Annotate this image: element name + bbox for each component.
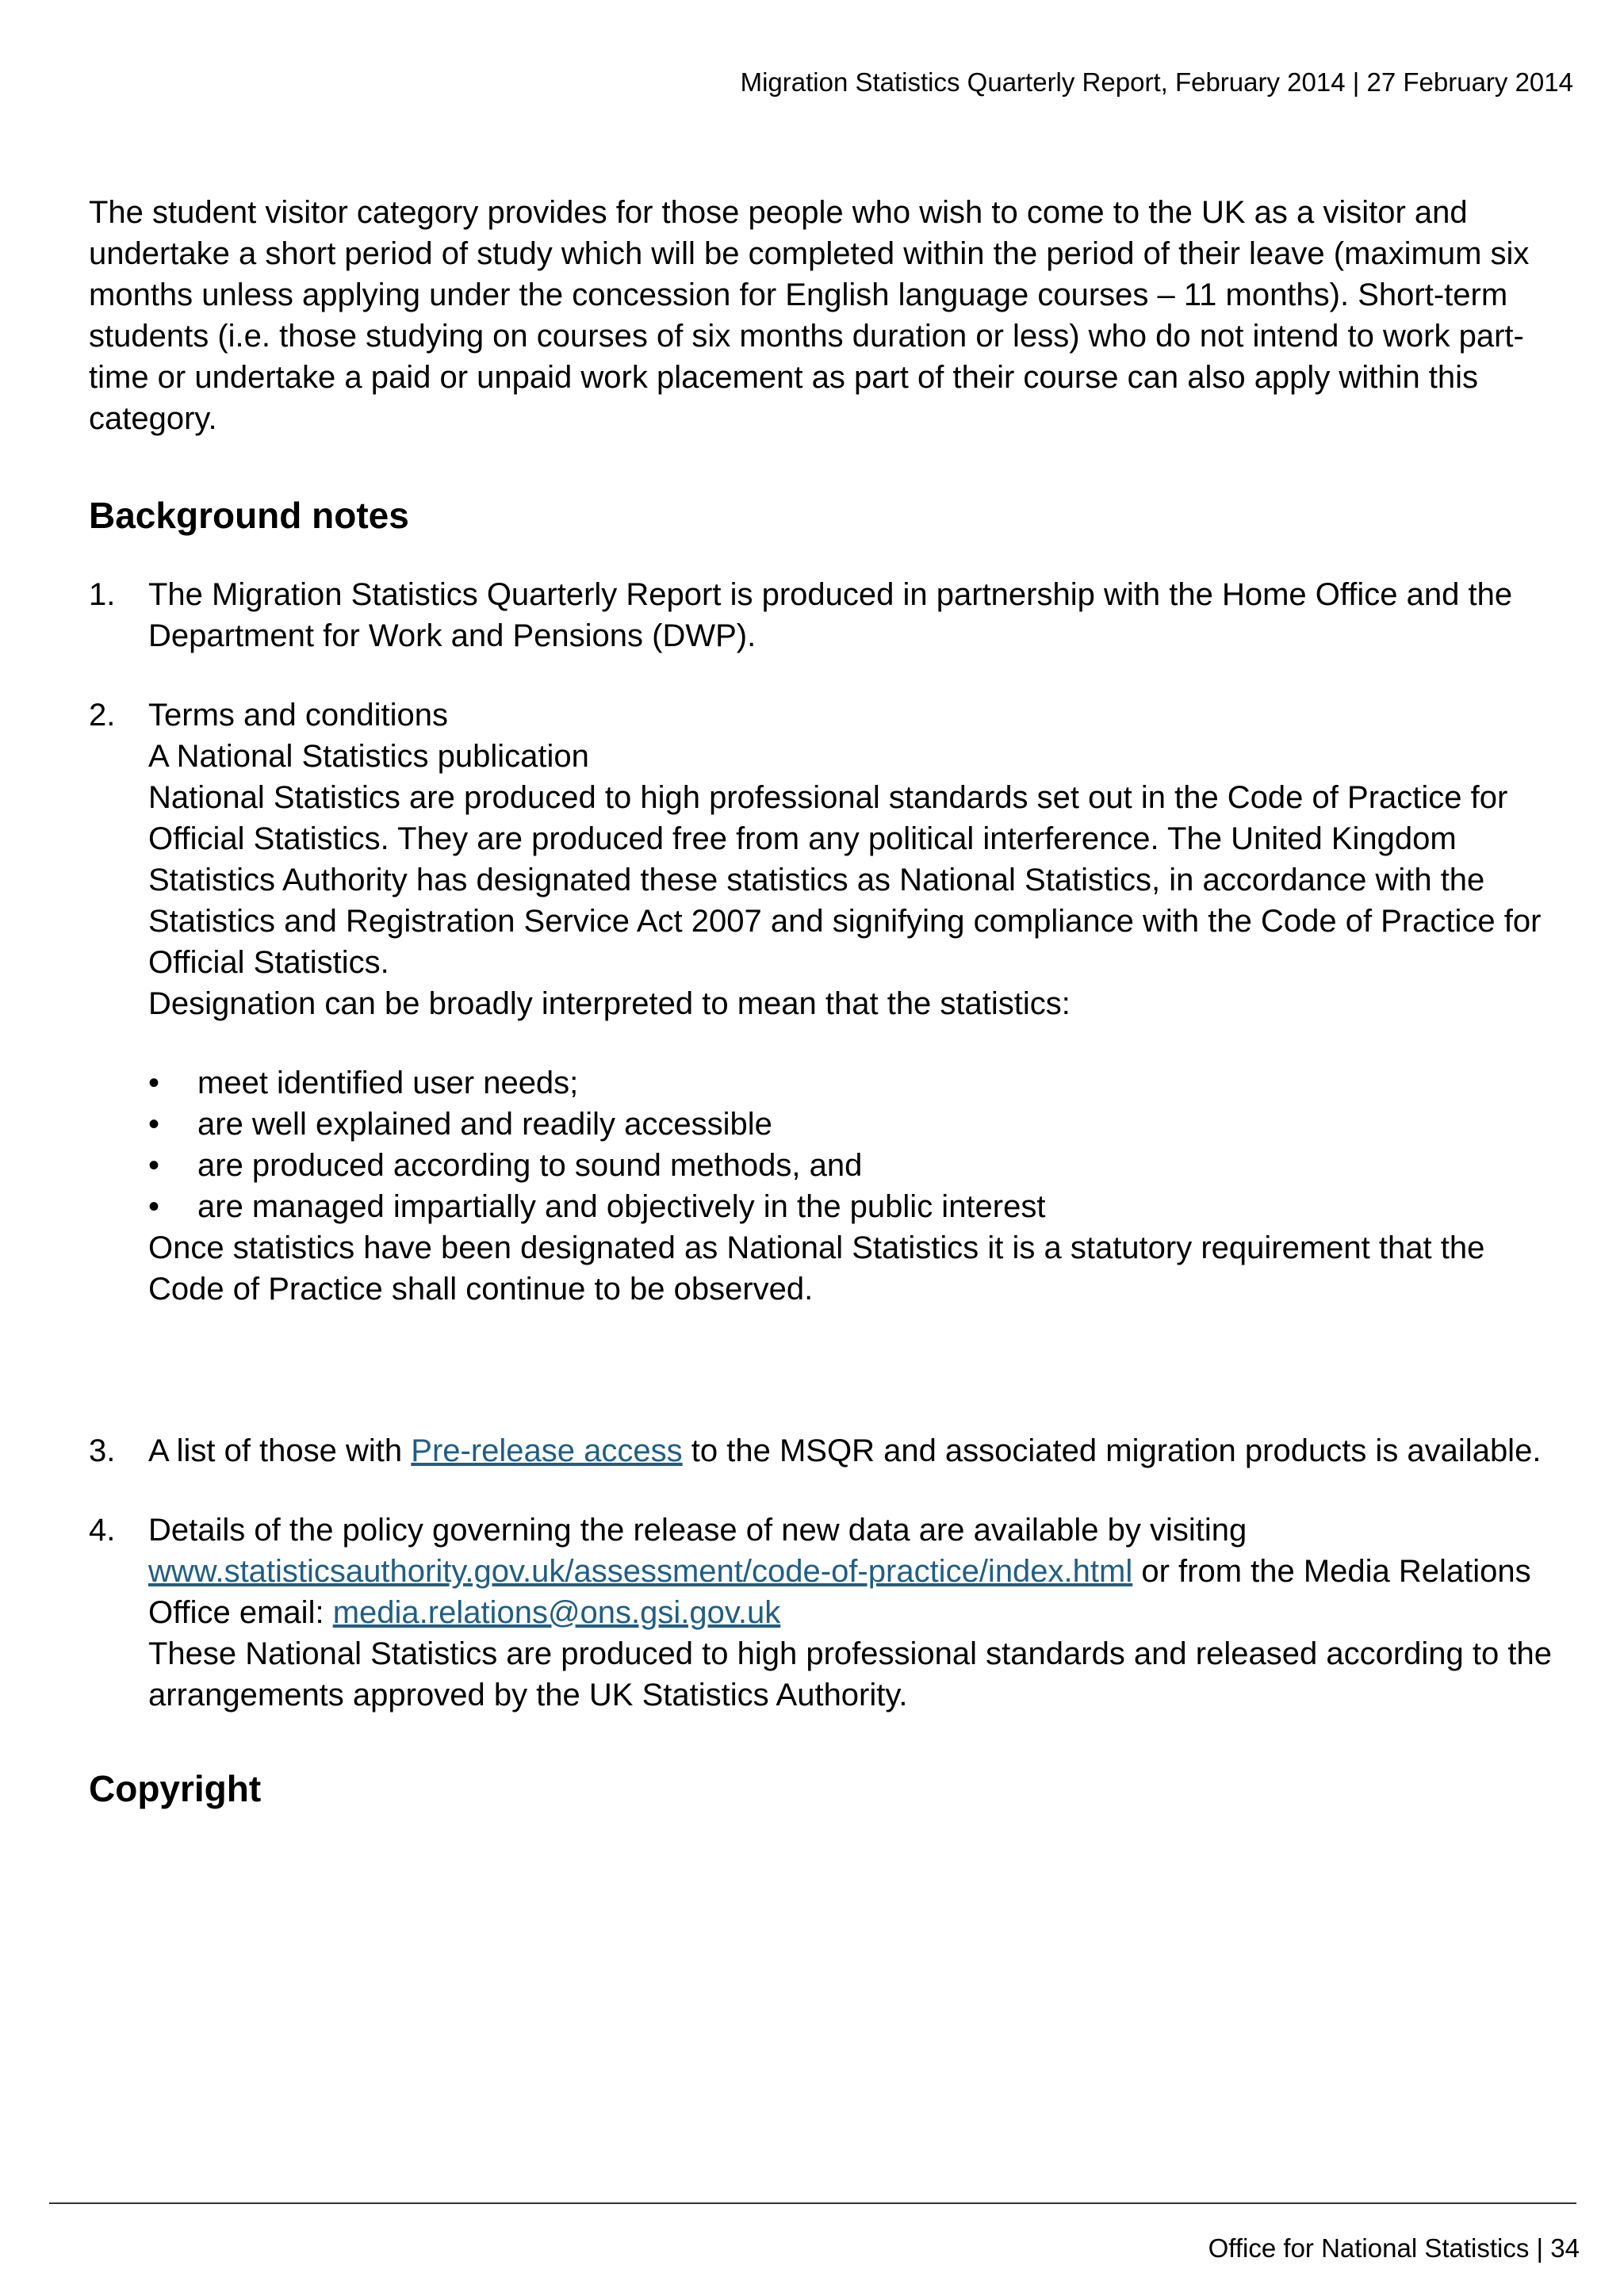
intro-paragraph: The student visitor category provides for those people who wish to come to the UK as a visitor and undertake a short period of study which will be completed within the period of their leave (maximum six months unless applying under the concession for English language courses – 11 months). Short-term students (i.e. those studying on courses of six months duration or less) who do not intend to work part-time or undertake a paid or unpaid work placement as part of their course can also apply within this category.	[89, 195, 1530, 436]
note-paragraph: National Statistics are produced to high professional standards set out in the Code of Practice for Official Statistics. They are produced free from any political interference. The United Kingdom Statistics Authority has designated these statistics as National Statistics, in accordance with the Statistics and Registration Service Act 2007 and signifying compliance with the Code of Practice for Official Statistics.	[148, 780, 1542, 980]
page-number: 34	[1550, 2233, 1580, 2263]
bullet-text: are produced according to sound methods, and	[197, 1148, 863, 1183]
bullet-icon: •	[148, 1107, 160, 1142]
bullet-text: meet identified user needs;	[197, 1066, 579, 1100]
pre-release-access-link[interactable]: Pre-release access	[411, 1433, 683, 1468]
footer-separator: |	[1529, 2233, 1551, 2263]
note-title: Terms and conditions	[148, 698, 448, 733]
note-text	[148, 1430, 1554, 1471]
copyright-heading: Copyright	[89, 1768, 262, 1809]
footer-organisation: Office for National Statistics	[1208, 2233, 1530, 2263]
note-paragraph: Once statistics have been designated as National Statistics it is a statutory requirement that the Code of Practice shall continue to be observed.	[148, 1230, 1485, 1307]
list-item	[148, 1145, 1554, 1186]
note-4	[89, 1510, 1554, 1716]
note-number: 3.	[89, 1433, 116, 1468]
list-item	[148, 1104, 1554, 1145]
media-relations-email-link[interactable]: media.relations@ons.gsi.gov.uk	[332, 1595, 781, 1630]
bullet-icon: •	[148, 1066, 160, 1100]
note-text	[148, 1510, 1554, 1633]
page-content	[89, 192, 1554, 1812]
note-1	[89, 574, 1554, 656]
note-number: 1.	[89, 577, 116, 612]
footer-divider	[49, 2202, 1576, 2204]
running-header: Migration Statistics Quarterly Report, February 2014 | 27 February 2014	[740, 67, 1573, 97]
note-text-before: Details of the policy governing the release of new data are available by visiting	[148, 1513, 1247, 1548]
designation-intro: Designation can be broadly interpreted to mean that the statistics:	[148, 986, 1071, 1021]
background-notes-list	[89, 574, 1554, 1716]
page-footer	[1208, 2231, 1580, 2266]
note-text-before: A list of those with	[148, 1433, 412, 1468]
note-number: 4.	[89, 1513, 116, 1548]
note-paragraph: These National Statistics are produced to high professional standards and released according to the arrangements approved by the UK Statistics Authority.	[148, 1636, 1552, 1712]
note-text: The Migration Statistics Quarterly Report is produced in partnership with the Home Office and the Department for Work and Pensions (DWP).	[148, 577, 1513, 653]
note-text-after: to the MSQR and associated migration products is available.	[682, 1433, 1542, 1468]
bullet-text: are well explained and readily accessible	[197, 1107, 772, 1142]
bullet-text: are managed impartially and objectively in the public interest	[197, 1189, 1046, 1224]
list-item	[148, 1062, 1554, 1104]
bullet-icon: •	[148, 1189, 160, 1224]
note-2	[89, 695, 1554, 1310]
note-subtitle: A National Statistics publication	[148, 739, 589, 774]
note-3	[89, 1430, 1554, 1471]
background-notes-heading: Background notes	[89, 495, 409, 536]
list-item	[148, 1186, 1554, 1227]
note-number: 2.	[89, 698, 116, 733]
designation-bullets	[148, 1062, 1554, 1227]
bullet-icon: •	[148, 1148, 160, 1183]
code-of-practice-link[interactable]: www.statisticsauthority.gov.uk/assessment/code-of-practice/index.html	[148, 1554, 1133, 1589]
note-text-middle: or from the Media Relations Office email:	[148, 1554, 1531, 1630]
